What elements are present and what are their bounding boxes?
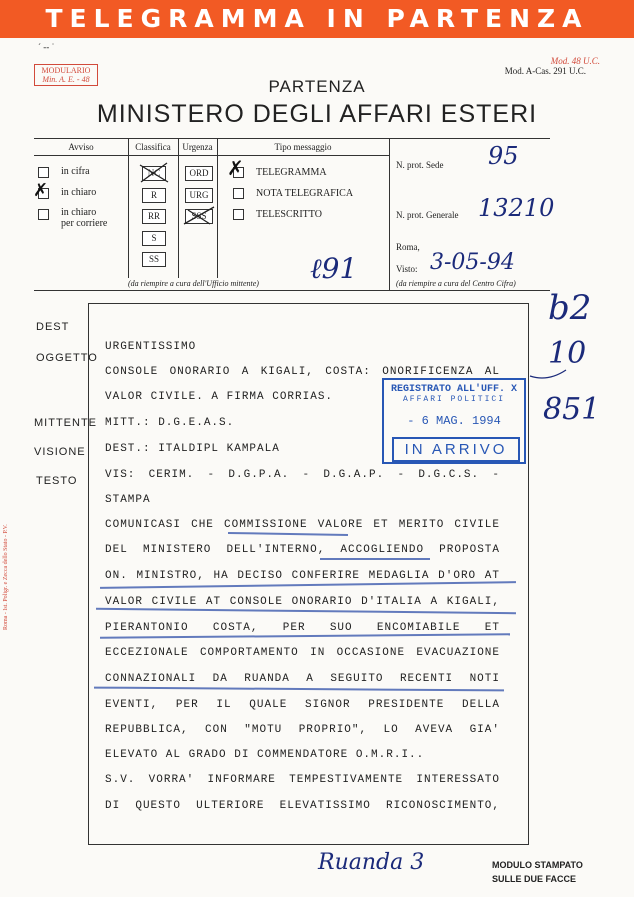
stamp-date: - 6 MAG. 1994 bbox=[407, 414, 501, 428]
side-annotation-2: 10 bbox=[548, 336, 587, 371]
form-header-line bbox=[34, 155, 389, 156]
signature-mark: ℓ91 bbox=[310, 252, 358, 285]
avviso-corriere-label: in chiaro per corriere bbox=[61, 207, 108, 229]
form-vline-4 bbox=[389, 138, 390, 290]
label-testo: TESTO bbox=[36, 475, 78, 487]
label-dest: DEST bbox=[36, 321, 70, 333]
message-line: DEST.: ITALDIPL KAMPALA bbox=[105, 443, 280, 455]
message-line: MITT.: D.G.E.A.S. bbox=[105, 417, 235, 429]
urgenza-urg-box[interactable]: URG bbox=[185, 188, 213, 203]
tipo-telescritto-label: TELESCRITTO bbox=[256, 209, 322, 220]
classifica-rr-box[interactable]: RR bbox=[142, 209, 166, 224]
footer-modulo bbox=[492, 858, 583, 886]
tipo-telegramma-check-mark: ✗ bbox=[227, 158, 244, 180]
footer-modulo-line2: SULLE DUE FACCE bbox=[492, 874, 577, 884]
vertical-print-note: Roma - Ist. Poligr. e Zecca dello Stato - P.V. bbox=[3, 524, 9, 630]
form-top-line bbox=[34, 138, 550, 139]
mod-code-red: Mod. 48 U.C. bbox=[550, 56, 600, 66]
classifica-nc-box[interactable]: NC bbox=[142, 166, 166, 181]
classifica-nc-cross bbox=[138, 161, 170, 185]
classifica-ss-box[interactable]: SS bbox=[142, 252, 166, 267]
prot-sede-label: N. prot. Sede bbox=[396, 160, 444, 170]
label-visione: VISIONE bbox=[34, 446, 86, 458]
partenza-title: PARTENZA bbox=[268, 77, 366, 96]
tipo-nota-label: NOTA TELEGRAFICA bbox=[256, 188, 354, 199]
stamp-line2: AFFARI POLITICI bbox=[402, 395, 505, 404]
message-line: DI QUESTO ULTERIORE ELEVATISSIMO RICONOSCIMENTO, bbox=[105, 800, 500, 812]
small-mark: ˊ -- ˙ bbox=[38, 42, 55, 52]
avviso-cifra-label: in cifra bbox=[61, 166, 90, 177]
message-line: COMUNICASI CHE COMMISSIONE VALORE ET MERITO CIVILE bbox=[105, 519, 500, 531]
header-classifica: Classifica bbox=[135, 142, 171, 152]
message-line: VALOR CIVILE AT CONSOLE ONORARIO D'ITALIA A KIGALI, bbox=[105, 596, 500, 608]
message-line: CONSOLE ONORARIO A KIGALI, COSTA: ONORIFICENZA AL bbox=[105, 366, 500, 378]
avviso-chiaro-check-mark: ✗ bbox=[33, 180, 49, 200]
annotation-underline bbox=[528, 368, 568, 382]
message-line: URGENTISSIMO bbox=[105, 341, 197, 353]
label-mittente: MITTENTE bbox=[34, 417, 97, 429]
side-annotation-1: b2 bbox=[548, 288, 592, 328]
message-line: DEL MINISTERO DELL'INTERNO, ACCOGLIENDO PROPOSTA bbox=[105, 544, 500, 556]
ministry-title: MINISTERO DEGLI AFFARI ESTERI bbox=[96, 100, 538, 128]
prot-generale-label: N. prot. Generale bbox=[396, 210, 459, 220]
message-line: PIERANTONIO COSTA, PER SUO ENCOMIABILE ET bbox=[105, 622, 500, 634]
note-mittente: (da riempire a cura dell'Ufficio mittente) bbox=[128, 279, 259, 288]
message-line: ON. MINISTRO, HA DECISO CONFERIRE MEDAGLIA D'ORO AT bbox=[105, 570, 500, 582]
visto-value: 3-05-94 bbox=[430, 250, 515, 275]
message-line: ECCEZIONALE COMPORTAMENTO IN OCCASIONE EVACUAZIONE bbox=[105, 647, 500, 659]
roma-label: Roma, bbox=[396, 242, 420, 252]
avviso-corriere-checkbox[interactable] bbox=[38, 209, 49, 220]
prot-generale-value: 13210 bbox=[478, 194, 555, 222]
urgenza-ord-box[interactable]: ORD bbox=[185, 166, 213, 181]
header-avviso: Avviso bbox=[68, 142, 94, 152]
classifica-r-box[interactable]: R bbox=[142, 188, 166, 203]
telegram-banner: TELEGRAMMA IN PARTENZA bbox=[0, 0, 634, 38]
modulario-line2: Min. A. E. - 48 bbox=[42, 75, 90, 84]
modulario-line1: MODULARIO bbox=[41, 66, 91, 75]
avviso-cifra-checkbox[interactable] bbox=[38, 167, 49, 178]
message-line: S.V. VORRA' INFORMARE TEMPESTIVAMENTE INTERESSATO bbox=[105, 774, 500, 786]
side-annotation-3: 851 bbox=[543, 392, 601, 427]
message-line: REPUBBLICA, CON "MOTU PROPRIO", LO AVEVA GIA' bbox=[105, 724, 500, 736]
footer-modulo-line1: MODULO STAMPATO bbox=[492, 860, 583, 870]
tipo-telegramma-label: TELEGRAMMA bbox=[256, 167, 327, 178]
message-line: VIS: CERIM. - D.G.P.A. - D.G.A.P. - D.G.C.S. - bbox=[105, 469, 500, 481]
in-arrivo-stamp: IN ARRIVO bbox=[392, 437, 520, 462]
form-vline-1 bbox=[128, 138, 129, 278]
header-urgenza: Urgenza bbox=[182, 142, 213, 152]
tipo-telescritto-checkbox[interactable] bbox=[233, 209, 244, 220]
pen-underline bbox=[320, 558, 430, 560]
header-tipo: Tipo messaggio bbox=[274, 142, 332, 152]
mod-code: Mod. A-Cas. 291 U.C. bbox=[504, 66, 586, 76]
form-vline-3 bbox=[217, 138, 218, 278]
message-line: EVENTI, PER IL QUALE SIGNOR PRESIDENTE DELLA bbox=[105, 699, 500, 711]
form-bottom-line bbox=[34, 290, 550, 291]
prot-sede-value: 95 bbox=[488, 142, 519, 170]
stamp-line1: REGISTRATO ALL'UFF. X bbox=[390, 384, 518, 395]
label-oggetto: OGGETTO bbox=[36, 352, 98, 364]
message-line: ELEVATO AL GRADO DI COMMENDATORE O.M.R.I.. bbox=[105, 749, 425, 761]
urgenza-sss-box[interactable]: SSS bbox=[185, 209, 213, 224]
footer-handwriting: Ruanda 3 bbox=[318, 850, 425, 875]
visto-label: Visto: bbox=[396, 264, 418, 274]
message-line: CONNAZIONALI DA RUANDA A SEGUITO RECENTI NOTI bbox=[105, 673, 500, 685]
note-cifra: (da riempire a cura del Centro Cifra) bbox=[396, 279, 516, 288]
tipo-nota-checkbox[interactable] bbox=[233, 188, 244, 199]
form-vline-2 bbox=[178, 138, 179, 278]
message-line: STAMPA bbox=[105, 494, 151, 506]
urgenza-sss-cross bbox=[182, 204, 216, 228]
avviso-chiaro-label: in chiaro bbox=[61, 187, 97, 198]
message-line: VALOR CIVILE. A FIRMA CORRIAS. bbox=[105, 391, 334, 403]
classifica-s-box[interactable]: S bbox=[142, 231, 166, 246]
